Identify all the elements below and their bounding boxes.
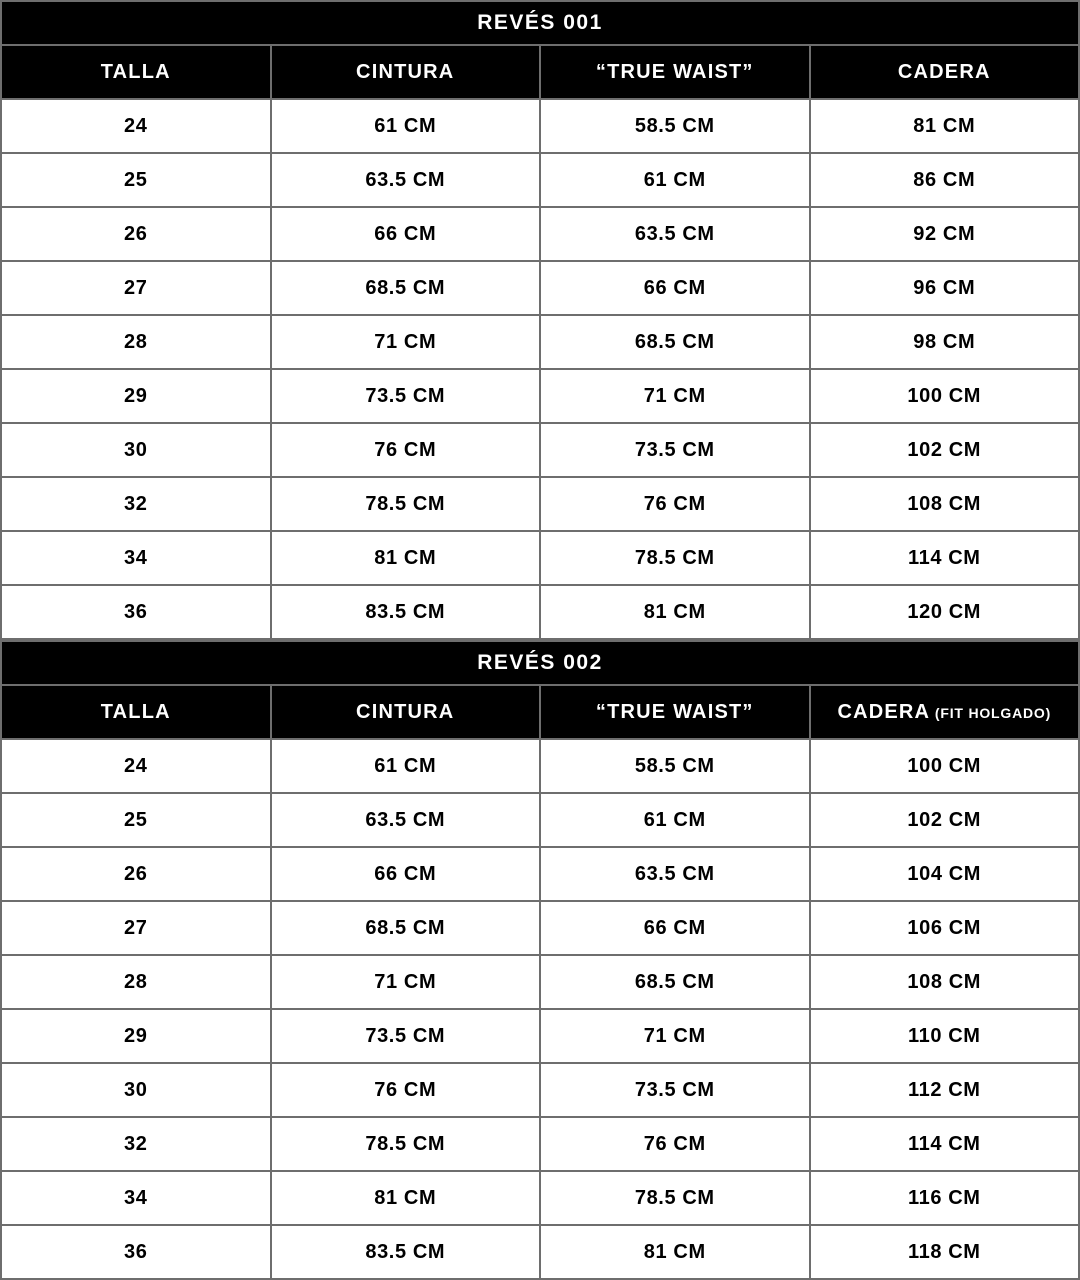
table-row [1, 739, 1079, 793]
size-cell: 24 [1, 739, 271, 793]
size-cell: 83.5 CM [271, 585, 541, 639]
size-cell: 71 CM [271, 955, 541, 1009]
size-table-reves-002 [0, 640, 1080, 1280]
size-cell: 61 CM [271, 99, 541, 153]
size-cell: 28 [1, 955, 271, 1009]
size-cell: 32 [1, 1117, 271, 1171]
table-row [1, 847, 1079, 901]
size-cell: 81 CM [540, 1225, 810, 1279]
size-cell: 28 [1, 315, 271, 369]
size-cell: 58.5 CM [540, 739, 810, 793]
size-cell: 63.5 CM [540, 847, 810, 901]
size-cell: 116 CM [810, 1171, 1080, 1225]
size-cell: 98 CM [810, 315, 1080, 369]
table-title: REVÉS 002 [1, 641, 1079, 685]
size-cell: 30 [1, 423, 271, 477]
size-cell: 112 CM [810, 1063, 1080, 1117]
size-cell: 118 CM [810, 1225, 1080, 1279]
size-cell: 61 CM [540, 153, 810, 207]
size-cell: 71 CM [540, 1009, 810, 1063]
size-cell: 26 [1, 847, 271, 901]
size-cell: 68.5 CM [271, 261, 541, 315]
size-cell: 32 [1, 477, 271, 531]
column-header: CADERA (FIT HOLGADO) [810, 685, 1080, 739]
table-row [1, 477, 1079, 531]
size-cell: 24 [1, 99, 271, 153]
size-cell: 92 CM [810, 207, 1080, 261]
size-cell: 29 [1, 1009, 271, 1063]
size-cell: 66 CM [271, 207, 541, 261]
size-cell: 100 CM [810, 739, 1080, 793]
size-cell: 76 CM [271, 1063, 541, 1117]
size-cell: 110 CM [810, 1009, 1080, 1063]
size-cell: 81 CM [271, 1171, 541, 1225]
size-cell: 27 [1, 261, 271, 315]
size-cell: 68.5 CM [271, 901, 541, 955]
size-cell: 78.5 CM [271, 1117, 541, 1171]
size-cell: 114 CM [810, 531, 1080, 585]
table-row [1, 901, 1079, 955]
size-cell: 34 [1, 1171, 271, 1225]
size-cell: 104 CM [810, 847, 1080, 901]
column-header: CINTURA [271, 685, 541, 739]
size-cell: 68.5 CM [540, 315, 810, 369]
size-cell: 36 [1, 1225, 271, 1279]
table-row [1, 315, 1079, 369]
table-row [1, 423, 1079, 477]
size-cell: 120 CM [810, 585, 1080, 639]
size-cell: 66 CM [540, 901, 810, 955]
size-cell: 106 CM [810, 901, 1080, 955]
table-row [1, 369, 1079, 423]
size-cell: 63.5 CM [271, 153, 541, 207]
size-cell: 25 [1, 153, 271, 207]
size-cell: 78.5 CM [271, 477, 541, 531]
size-cell: 68.5 CM [540, 955, 810, 1009]
size-cell: 81 CM [540, 585, 810, 639]
column-header: CADERA [810, 45, 1080, 99]
size-cell: 76 CM [540, 477, 810, 531]
table-row [1, 531, 1079, 585]
size-cell: 73.5 CM [271, 369, 541, 423]
table-row [1, 261, 1079, 315]
size-cell: 26 [1, 207, 271, 261]
size-cell: 81 CM [271, 531, 541, 585]
size-cell: 63.5 CM [271, 793, 541, 847]
size-cell: 78.5 CM [540, 1171, 810, 1225]
size-cell: 102 CM [810, 423, 1080, 477]
table-row [1, 955, 1079, 1009]
table-title-row [1, 641, 1079, 685]
table-row [1, 1117, 1079, 1171]
size-cell: 61 CM [540, 793, 810, 847]
size-cell: 36 [1, 585, 271, 639]
size-cell: 108 CM [810, 477, 1080, 531]
table-row [1, 207, 1079, 261]
table-row [1, 153, 1079, 207]
size-cell: 73.5 CM [540, 423, 810, 477]
column-header-note: (FIT HOLGADO) [930, 704, 1052, 721]
column-header-row [1, 685, 1079, 739]
size-cell: 76 CM [540, 1117, 810, 1171]
size-cell: 63.5 CM [540, 207, 810, 261]
size-cell: 66 CM [540, 261, 810, 315]
size-cell: 71 CM [540, 369, 810, 423]
size-cell: 108 CM [810, 955, 1080, 1009]
table-title: REVÉS 001 [1, 1, 1079, 45]
column-header: “TRUE WAIST” [540, 45, 810, 99]
size-cell: 30 [1, 1063, 271, 1117]
size-cell: 61 CM [271, 739, 541, 793]
size-cell: 96 CM [810, 261, 1080, 315]
table-row [1, 1171, 1079, 1225]
size-cell: 29 [1, 369, 271, 423]
column-header: “TRUE WAIST” [540, 685, 810, 739]
size-cell: 73.5 CM [540, 1063, 810, 1117]
column-header-row [1, 45, 1079, 99]
size-cell: 66 CM [271, 847, 541, 901]
size-cell: 76 CM [271, 423, 541, 477]
size-cell: 34 [1, 531, 271, 585]
size-cell: 27 [1, 901, 271, 955]
size-cell: 81 CM [810, 99, 1080, 153]
column-header: TALLA [1, 685, 271, 739]
size-cell: 102 CM [810, 793, 1080, 847]
size-cell: 71 CM [271, 315, 541, 369]
size-cell: 73.5 CM [271, 1009, 541, 1063]
size-cell: 78.5 CM [540, 531, 810, 585]
table-title-row [1, 1, 1079, 45]
column-header: TALLA [1, 45, 271, 99]
table-row [1, 1009, 1079, 1063]
table-row [1, 99, 1079, 153]
size-cell: 83.5 CM [271, 1225, 541, 1279]
size-cell: 114 CM [810, 1117, 1080, 1171]
table-row [1, 585, 1079, 639]
size-cell: 25 [1, 793, 271, 847]
table-row [1, 1063, 1079, 1117]
table-row [1, 793, 1079, 847]
column-header: CINTURA [271, 45, 541, 99]
size-cell: 58.5 CM [540, 99, 810, 153]
table-row [1, 1225, 1079, 1279]
size-cell: 86 CM [810, 153, 1080, 207]
size-cell: 100 CM [810, 369, 1080, 423]
